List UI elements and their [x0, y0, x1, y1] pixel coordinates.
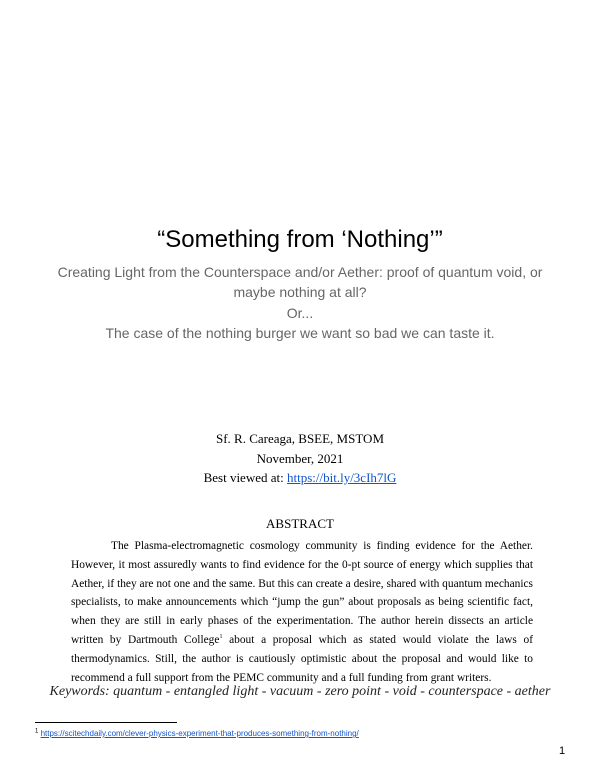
- footnote-link[interactable]: https://scitechdaily.com/clever-physics-experiment-that-produces-something-from-nothing/: [40, 729, 359, 738]
- author-block: [0, 429, 600, 488]
- subtitle-block: [40, 262, 560, 343]
- subtitle-tagline: The case of the nothing burger we want so bad we can taste it.: [105, 324, 495, 341]
- publication-date: November, 2021: [256, 450, 344, 466]
- best-viewed-label: Best viewed at:: [203, 470, 287, 485]
- abstract-body: [71, 537, 533, 687]
- page-number: 1: [559, 745, 566, 757]
- footnote: [35, 729, 359, 738]
- abstract-text-1: The Plasma-electromagnetic cosmology community is finding evidence for the Aether. However, it most assuredly wants to find evidence for the 0-pt source of energy which supplies that Aether, if they are not one and the same. But this can create a desire, shared with quantum mechanics specialists, to make announcements which “jump the gun” about proposals as being scientific fact, when they are still in early phases of the experimentation. The author herein dissects an article written by Dartmouth College: [71, 540, 533, 646]
- best-viewed-line: [0, 468, 600, 488]
- keywords: Keywords: quantum - entangled light - vacuum - zero point - void - counterspace - aether: [49, 684, 551, 699]
- abstract-heading: ABSTRACT: [266, 516, 334, 531]
- document-title: “Something from ‘Nothing’”: [157, 226, 443, 253]
- abstract-text-2: about a proposal which as stated would violate the laws of thermodynamics. Still, the author is cautiously optimistic about the proposal and would like to recommend a full support from the PEMC community and a full funding from grant writers.: [71, 633, 533, 684]
- author-name: Sf. R. Careaga, BSEE, MSTOM: [215, 431, 385, 446]
- subtitle-line: Creating Light from the Counterspace and/or Aether: proof of quantum void, or maybe nothing at all?: [57, 264, 543, 301]
- subtitle-or: Or...: [286, 304, 314, 321]
- footnote-ref[interactable]: 1: [219, 634, 223, 641]
- best-viewed-link[interactable]: https://bit.ly/3cIh7lG: [286, 470, 397, 485]
- footnote-number: 1: [35, 728, 39, 735]
- footnote-divider: [35, 722, 177, 723]
